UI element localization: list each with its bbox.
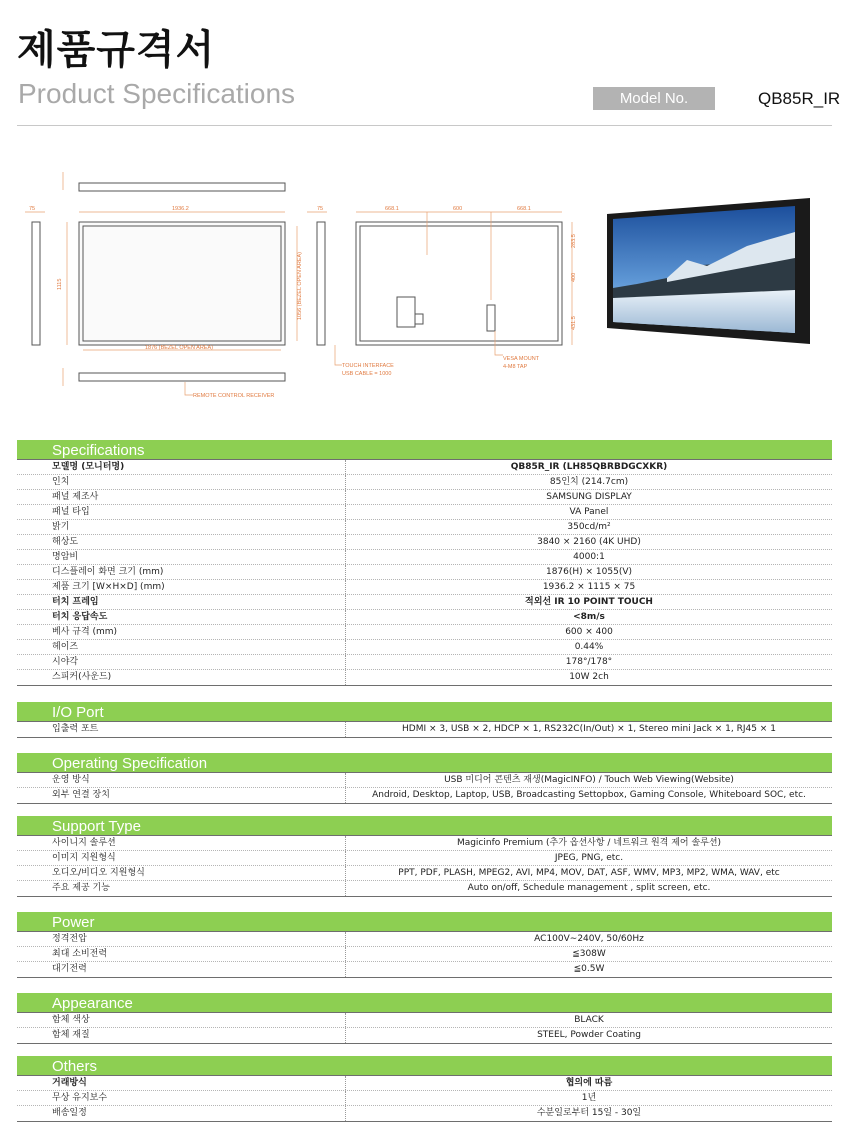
spec-key: 함체 색상 bbox=[17, 1013, 346, 1027]
spec-value: Android, Desktop, Laptop, USB, Broadcasting Settopbox, Gaming Console, Whiteboard SOC, etc. bbox=[372, 790, 806, 800]
spec-row bbox=[17, 962, 832, 977]
touch-interface-label: TOUCH INTERFACE bbox=[342, 363, 394, 369]
spec-key: 베사 규격 (mm) bbox=[17, 625, 346, 639]
spec-value: 600 × 400 bbox=[565, 627, 613, 637]
spec-value: 85인치 (214.7cm) bbox=[549, 477, 629, 487]
spec-row bbox=[17, 947, 832, 962]
spec-key: 터치 응답속도 bbox=[17, 610, 346, 624]
dim-rear-left-label: 668.1 bbox=[385, 206, 399, 212]
spec-value: HDMI × 3, USB × 2, HDCP × 1, RS232C(In/Out) × 1, Stereo mini Jack × 1, RJ45 × 1 bbox=[402, 724, 776, 734]
spec-row bbox=[17, 1028, 832, 1043]
spec-key: 밝기 bbox=[17, 520, 346, 534]
dim-top-label: 1936.2 bbox=[172, 206, 189, 212]
section-others bbox=[17, 1056, 832, 1122]
spec-row bbox=[17, 490, 832, 505]
spec-table bbox=[17, 459, 832, 686]
spec-key: 패널 타입 bbox=[17, 505, 346, 519]
spec-key: 입출력 포트 bbox=[17, 722, 346, 737]
vesa-mount-label: VESA MOUNT bbox=[503, 356, 540, 362]
spec-value: USB 미디어 콘텐츠 재생(MagicINFO) / Touch Web Viewing(Website) bbox=[444, 775, 734, 785]
spec-value: ≦0.5W bbox=[573, 964, 605, 974]
spec-key: 모델명 (모니터명) bbox=[17, 460, 346, 474]
spec-row bbox=[17, 881, 832, 896]
spec-value: 1876(H) × 1055(V) bbox=[545, 567, 633, 577]
spec-key: 헤이즈 bbox=[17, 640, 346, 654]
spec-value: 적외선 IR 10 POINT TOUCH bbox=[525, 597, 653, 607]
spec-row bbox=[17, 851, 832, 866]
dim-height-label: 1115 bbox=[57, 278, 63, 290]
spec-table bbox=[17, 931, 832, 978]
section-i-o-port bbox=[17, 702, 832, 738]
spec-row bbox=[17, 520, 832, 535]
section-title: Power bbox=[17, 912, 832, 931]
spec-row bbox=[17, 866, 832, 881]
section-appearance bbox=[17, 993, 832, 1044]
spec-key: 스피커(사운드) bbox=[17, 670, 346, 685]
spec-row bbox=[17, 932, 832, 947]
spec-table bbox=[17, 835, 832, 897]
dim-rear-v1-label: 283.5 bbox=[571, 234, 577, 248]
spec-key: 사이니지 솔루션 bbox=[17, 836, 346, 850]
spec-row bbox=[17, 670, 832, 685]
spec-value: ≦308W bbox=[572, 949, 606, 959]
spec-row bbox=[17, 836, 832, 851]
spec-key: 제품 크기 [W×H×D] (mm) bbox=[17, 580, 346, 594]
section-support-type bbox=[17, 816, 832, 897]
spec-value: VA Panel bbox=[569, 507, 609, 517]
spec-row bbox=[17, 625, 832, 640]
spec-value: QB85R_IR (LH85QBRBDGCXKR) bbox=[510, 462, 668, 472]
header-divider bbox=[17, 125, 832, 126]
spec-row bbox=[17, 640, 832, 655]
page-title-korean: 제품규격서 bbox=[17, 27, 216, 73]
spec-key: 명암비 bbox=[17, 550, 346, 564]
remote-receiver-label: REMOTE CONTROL RECEIVER bbox=[193, 393, 275, 399]
model-number-value: QB85R_IR bbox=[758, 89, 841, 108]
spec-key: 무상 유지보수 bbox=[17, 1091, 346, 1105]
spec-key: 배송일정 bbox=[17, 1106, 346, 1121]
spec-row bbox=[17, 1106, 832, 1121]
product-photo bbox=[607, 198, 810, 344]
dim-rear-right-label: 668.1 bbox=[517, 206, 531, 212]
spec-key: 함체 재질 bbox=[17, 1028, 346, 1043]
spec-value: <8m/s bbox=[573, 612, 605, 622]
section-title: Support Type bbox=[17, 816, 832, 835]
spec-value: Auto on/off, Schedule management , split screen, etc. bbox=[467, 883, 711, 893]
vesa-tap-label: 4-M8 TAP bbox=[503, 364, 528, 370]
spec-row bbox=[17, 535, 832, 550]
section-specifications bbox=[17, 440, 832, 686]
spec-key: 정격전압 bbox=[17, 932, 346, 946]
spec-row bbox=[17, 655, 832, 670]
spec-value: 1년 bbox=[581, 1093, 597, 1103]
dim-side-label-right: 75 bbox=[317, 206, 324, 212]
section-title: Appearance bbox=[17, 993, 832, 1012]
spec-row bbox=[17, 773, 832, 788]
spec-table bbox=[17, 1012, 832, 1044]
spec-value: 4000:1 bbox=[573, 552, 605, 562]
spec-row bbox=[17, 565, 832, 580]
spec-value: SAMSUNG DISPLAY bbox=[546, 492, 632, 502]
spec-key: 해상도 bbox=[17, 535, 346, 549]
spec-row bbox=[17, 595, 832, 610]
dim-open-height-label: 1056 (BEZEL OPEN AREA) bbox=[297, 252, 303, 320]
section-power bbox=[17, 912, 832, 978]
spec-row bbox=[17, 610, 832, 625]
spec-value: PPT, PDF, PLASH, MPEG2, AVI, MP4, MOV, DAT, ASF, WMV, MP3, MP2, WMA, WAV, etc bbox=[398, 868, 780, 878]
section-operating-specification bbox=[17, 753, 832, 804]
spec-value: 0.44% bbox=[574, 642, 604, 652]
spec-key: 이미지 지원형식 bbox=[17, 851, 346, 865]
spec-value: 1936.2 × 1115 × 75 bbox=[542, 582, 636, 592]
spec-key: 오디오/비디오 지원형식 bbox=[17, 866, 346, 880]
spec-table bbox=[17, 772, 832, 804]
spec-key: 대기전력 bbox=[17, 962, 346, 977]
dim-open-width-label: 1876 (BEZEL OPEN AREA) bbox=[145, 345, 213, 351]
dim-rear-mid-label: 600 bbox=[453, 206, 463, 212]
usb-cable-label: USB CABLE = 1000 bbox=[342, 371, 392, 377]
spec-row bbox=[17, 460, 832, 475]
section-title: Others bbox=[17, 1056, 832, 1075]
section-title: Specifications bbox=[17, 440, 832, 459]
spec-value: JPEG, PNG, etc. bbox=[554, 853, 624, 863]
spec-key: 디스플레이 화면 크기 (mm) bbox=[17, 565, 346, 579]
spec-key: 운영 방식 bbox=[17, 773, 346, 787]
spec-value: 350cd/m² bbox=[567, 522, 611, 532]
model-number-label: Model No. bbox=[593, 87, 715, 110]
technical-drawing bbox=[17, 150, 597, 410]
spec-value: 수분일로부터 15일 - 30일 bbox=[536, 1108, 642, 1118]
spec-row bbox=[17, 1091, 832, 1106]
spec-key: 인치 bbox=[17, 475, 346, 489]
spec-value: STEEL, Powder Coating bbox=[537, 1030, 641, 1040]
spec-value: AC100V∼240V, 50/60Hz bbox=[534, 934, 644, 944]
spec-key: 외부 연결 장치 bbox=[17, 788, 346, 803]
spec-row bbox=[17, 1076, 832, 1091]
section-title: I/O Port bbox=[17, 702, 832, 721]
dim-rear-v3-label: 431.5 bbox=[571, 316, 577, 330]
spec-value: BLACK bbox=[574, 1015, 604, 1025]
spec-value: 178°/178° bbox=[565, 657, 613, 667]
spec-row bbox=[17, 550, 832, 565]
spec-key: 최대 소비전력 bbox=[17, 947, 346, 961]
spec-key: 터치 프레임 bbox=[17, 595, 346, 609]
page-title-english: Product Specifications bbox=[18, 78, 296, 109]
spec-row bbox=[17, 722, 832, 737]
spec-value: 협의에 따름 bbox=[565, 1078, 613, 1088]
spec-key: 패널 제조사 bbox=[17, 490, 346, 504]
spec-value: Magicinfo Premium (추가 옵션사항 / 네트워크 원격 제어 솔루션) bbox=[456, 838, 722, 848]
dim-side-label-left: 75 bbox=[29, 206, 36, 212]
spec-key: 시야각 bbox=[17, 655, 346, 669]
spec-key: 거래방식 bbox=[17, 1076, 346, 1090]
spec-key: 주요 제공 기능 bbox=[17, 881, 346, 896]
spec-row bbox=[17, 475, 832, 490]
spec-value: 10W 2ch bbox=[569, 672, 609, 682]
dim-rear-v2-label: 400 bbox=[571, 272, 577, 282]
spec-value: 3840 × 2160 (4K UHD) bbox=[537, 537, 641, 547]
spec-row bbox=[17, 1013, 832, 1028]
spec-table bbox=[17, 721, 832, 738]
spec-row bbox=[17, 580, 832, 595]
spec-table bbox=[17, 1075, 832, 1122]
section-title: Operating Specification bbox=[17, 753, 832, 772]
spec-row bbox=[17, 505, 832, 520]
spec-row bbox=[17, 788, 832, 803]
